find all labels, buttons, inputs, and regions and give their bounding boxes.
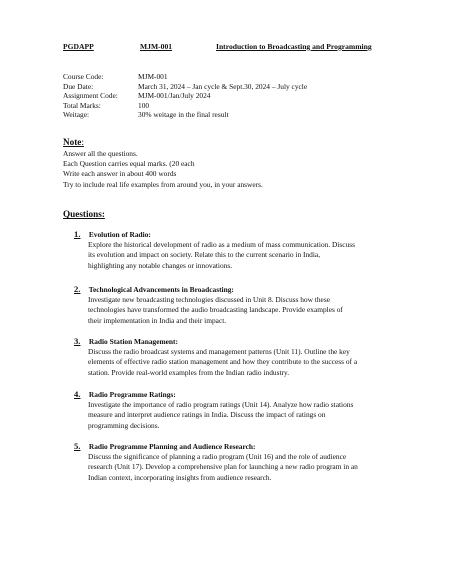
detail-row-course-code: [63, 72, 307, 82]
question-body: [88, 295, 409, 326]
question-line: programming decisions.: [88, 420, 160, 430]
question-body: [88, 452, 409, 483]
question-number: 5.: [74, 441, 81, 451]
question-line: Discuss the significance of planning a radio program (Unit 16) and the role of audience: [88, 452, 347, 461]
question-body: [88, 347, 409, 378]
question-item: [74, 389, 409, 431]
questions-heading-colon: :: [101, 209, 105, 219]
detail-value: MJM-001: [138, 72, 168, 81]
question-heading: [74, 389, 409, 399]
question-line: its evolution and impact on society. Relate this to the current scenario in India,: [88, 250, 321, 260]
question-item: [74, 284, 409, 326]
question-line: measure and interpret audience ratings in India. Discuss the impact of ratings on: [88, 410, 326, 420]
question-line: their implementation in India and their impact.: [88, 315, 227, 325]
question-body: [88, 400, 409, 431]
question-line: station. Provide real-world examples from the Indian radio industry.: [88, 367, 290, 377]
note-line: Each Question carries equal marks. (20 each: [63, 159, 195, 169]
question-heading: [74, 284, 409, 294]
question-number: 1.: [74, 229, 81, 239]
question-item: [74, 441, 409, 483]
questions-heading-text: Questions: [63, 209, 102, 219]
detail-row-assignment-code: [63, 91, 307, 101]
question-line: research (Unit 17). Develop a comprehensive plan for launching a new radio program in an: [88, 462, 358, 472]
question-number: 3.: [74, 336, 81, 346]
question-line: Explore the historical development of radio as a medium of mass communication. Discuss: [88, 240, 356, 249]
note-heading-text: Note: [63, 137, 82, 147]
detail-label: Weitage:: [63, 110, 90, 120]
question-line: elements of effective radio station management and how they contribute to the success of a: [88, 357, 358, 367]
program-name: PGDAPP: [63, 42, 94, 51]
note-heading-colon: :: [81, 137, 84, 147]
question-line: highlighting any notable changes or innovations.: [88, 260, 233, 270]
question-line: Investigate new broadcasting technologies discussed in Unit 8. Discuss how these: [88, 295, 330, 304]
detail-value: MJM-001/Jan/July 2024: [138, 91, 211, 101]
note-line: Answer all the questions.: [63, 149, 138, 158]
assignment-details: [63, 72, 307, 120]
question-heading: [74, 441, 409, 451]
detail-value: March 31, 2024 – Jan cycle & Sept.30, 2024 – July cycle: [138, 81, 308, 91]
course-title: Introduction to Broadcasting and Programming: [216, 42, 372, 51]
question-line: Indian context, incorporating insights from audience research.: [88, 472, 272, 482]
question-number: 2.: [74, 284, 81, 294]
detail-row-due-date: [63, 82, 307, 92]
detail-label: Due Date:: [63, 81, 94, 91]
question-item: [74, 229, 409, 271]
question-item: [74, 336, 409, 378]
question-body: [88, 240, 409, 271]
header-course-code: MJM-001: [140, 42, 173, 51]
note-line: Write each answer in about 400 words: [63, 169, 177, 179]
question-heading: [74, 229, 409, 239]
detail-label: Course Code:: [63, 72, 104, 81]
question-number: 4.: [74, 389, 81, 399]
detail-value: 30% weitage in the final result: [138, 110, 229, 120]
note-instructions: [63, 149, 263, 190]
question-heading: [74, 336, 409, 346]
questions-heading: [63, 209, 105, 219]
question-title: Technological Advancements in Broadcasting:: [88, 285, 234, 294]
detail-row-weitage: [63, 110, 307, 120]
question-title: Radio Programme Ratings:: [88, 390, 176, 399]
question-line: Discuss the radio broadcast systems and management patterns (Unit 11). Outline the key: [88, 347, 350, 356]
document-header: [63, 42, 420, 54]
note-line: Try to include real life examples from around you, in your answers.: [63, 179, 263, 189]
question-line: technologies have transformed the audio broadcasting landscape. Provide examples of: [88, 305, 343, 315]
question-title: Radio Programme Planning and Audience Research:: [88, 442, 256, 451]
question-line: Investigate the importance of radio program ratings (Unit 14). Analyze how radio stations: [88, 400, 354, 409]
detail-value: 100: [138, 100, 150, 110]
note-heading: [63, 137, 84, 147]
detail-label: Assignment Code:: [63, 91, 118, 101]
detail-row-total-marks: [63, 101, 307, 111]
question-title: Evolution of Radio:: [88, 230, 151, 239]
question-title: Radio Station Management:: [88, 337, 178, 346]
detail-label: Total Marks:: [63, 100, 101, 110]
